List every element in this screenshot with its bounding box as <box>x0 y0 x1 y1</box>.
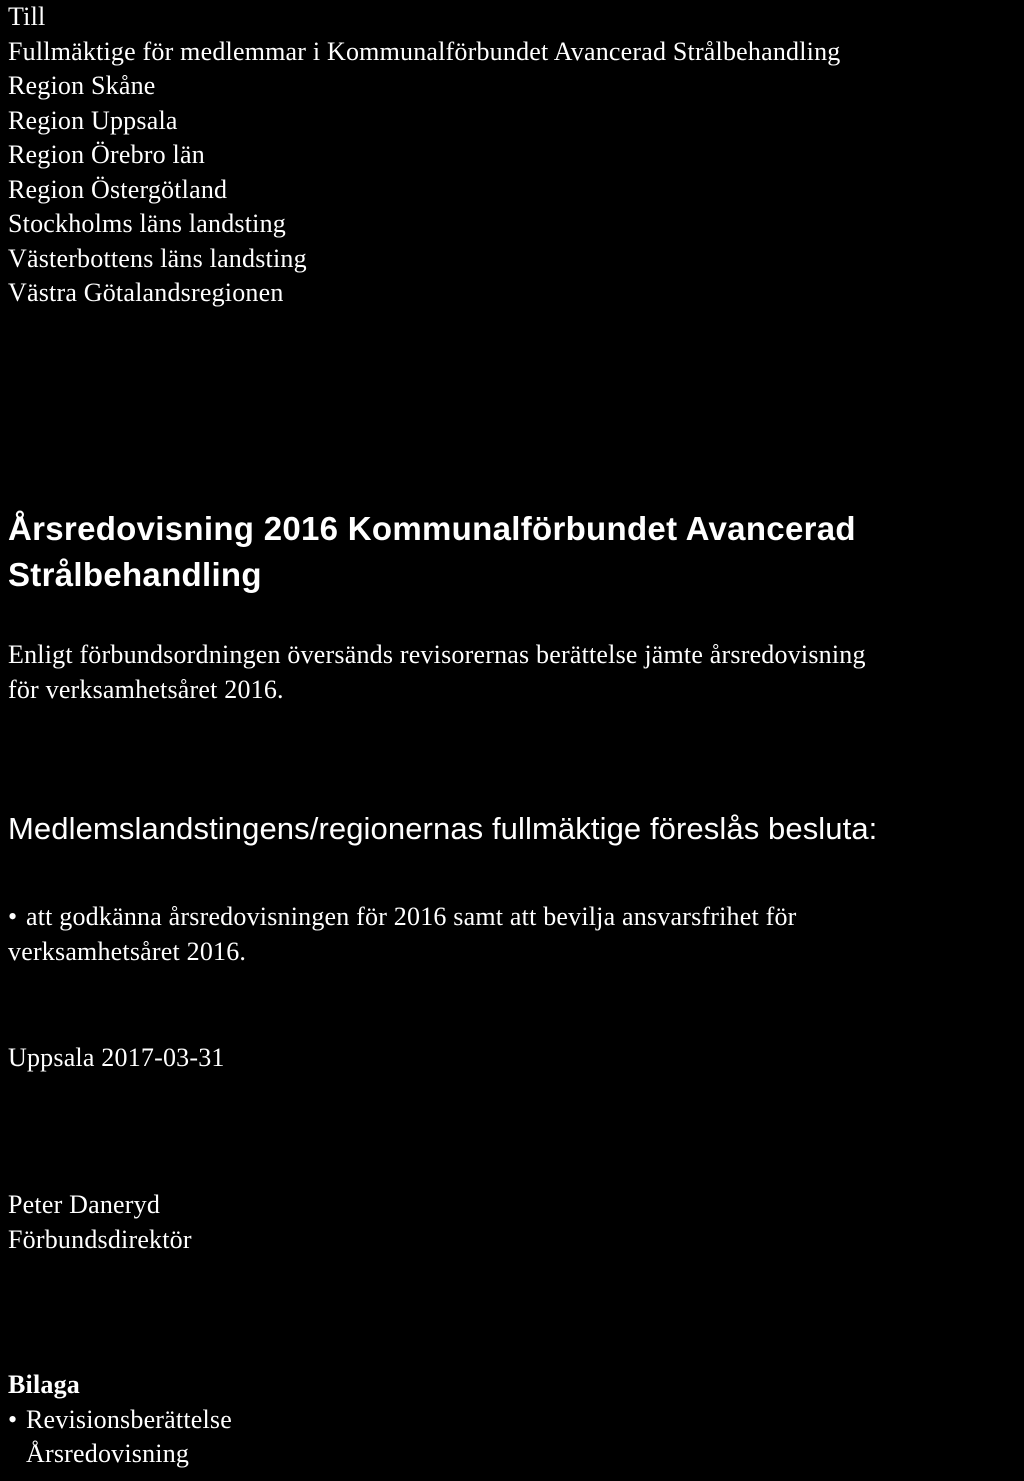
signatory-name: Peter Daneryd <box>8 1190 161 1219</box>
intro-line-1: Enligt förbundsordningen översänds revisorernas berättelse jämte årsredovisning <box>8 640 866 669</box>
proposal-heading: Medlemslandstingens/regionernas fullmäktige föreslås besluta: <box>8 811 878 846</box>
recipient-line: Stockholms läns landsting <box>8 209 286 238</box>
recipient-line: Västra Götalandsregionen <box>8 278 284 307</box>
attachment-item-label: Revisionsberättelse <box>26 1404 232 1434</box>
bullet-icon: • <box>8 902 18 931</box>
attachments-block <box>8 1368 232 1472</box>
proposal-item <box>8 900 797 935</box>
attachment-item <box>8 1403 232 1438</box>
signature-block <box>8 1188 192 1257</box>
recipient-line: Fullmäktige för medlemmar i Kommunalförbundet Avancerad Strålbehandling <box>8 36 841 66</box>
document-title <box>8 506 856 598</box>
document-title-line-2: Strålbehandling <box>8 556 262 593</box>
recipient-line: Region Örebro län <box>8 140 205 169</box>
bullet-icon: • <box>8 1404 18 1434</box>
attachment-item-label: Årsredovisning <box>26 1439 190 1468</box>
proposal-list <box>8 900 797 969</box>
intro-paragraph <box>8 638 866 707</box>
proposal-item-text-line-1: att godkänna årsredovisningen för 2016 samt att bevilja ansvarsfrihet för <box>26 902 797 931</box>
recipient-line: Region Östergötland <box>8 174 228 204</box>
recipient-line: Region Skåne <box>8 71 156 100</box>
to-label: Till <box>8 2 46 31</box>
intro-line-2: för verksamhetsåret 2016. <box>8 674 284 704</box>
proposal-item-text-line-2: verksamhetsåret 2016. <box>8 936 247 966</box>
recipients-block <box>8 0 841 311</box>
place-date: Uppsala 2017-03-31 <box>8 1043 225 1072</box>
recipient-line: Västerbottens läns landsting <box>8 243 307 273</box>
attachments-heading: Bilaga <box>8 1370 80 1399</box>
signatory-role: Förbundsdirektör <box>8 1224 192 1254</box>
document-title-line-1: Årsredovisning 2016 Kommunalförbundet Avancerad <box>8 510 856 547</box>
recipient-line: Region Uppsala <box>8 105 178 135</box>
